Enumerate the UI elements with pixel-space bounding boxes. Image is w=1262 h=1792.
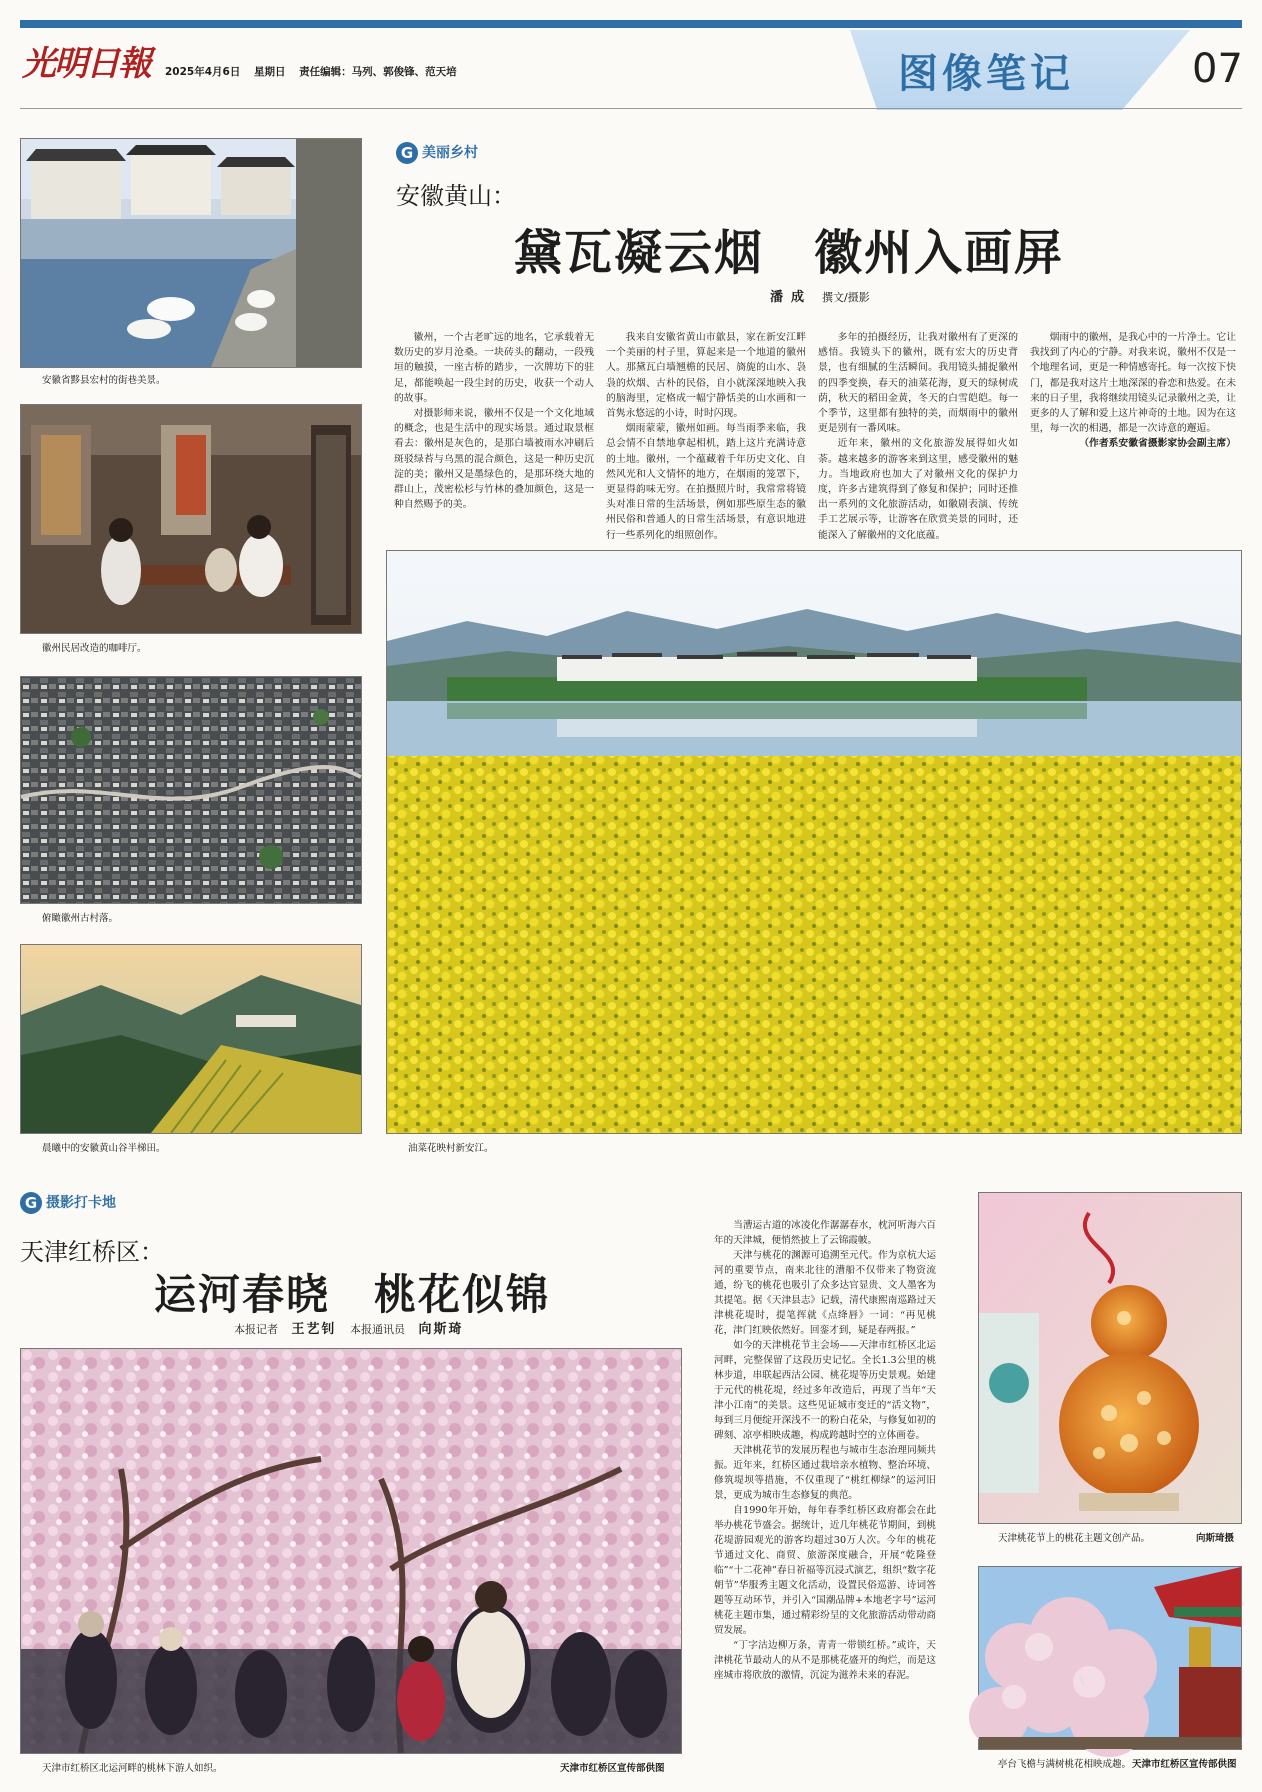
issue-meta <box>165 64 467 79</box>
photo-credit: 天津市红桥区宣传部供图 <box>1132 1759 1237 1770</box>
byline-label: 本报通讯员 <box>350 1323 406 1336</box>
top-rule <box>20 20 1242 28</box>
paragraph: 烟雨中的徽州，是我心中的一片净土。它让我找到了内心的宁静。对我来说，徽州不仅是一个地理名词，更是一种情感寄托。每一次按下快门，都是我对这片土地深深的眷恋和热爱。在未来的日子里，我将继续用镜头记录徽州之美，让更多的人了解和爱上这片神奇的土地。因为在这里，每一次的相遇，都是一次诗意的邂逅。 <box>1030 332 1236 435</box>
photo-caption: 晨曦中的安徽黄山谷半梯田。 <box>42 1143 166 1154</box>
peach-blossom-crowd-photo <box>20 1348 682 1754</box>
photo-caption: 俯瞰徽州古村落。 <box>42 913 119 924</box>
author-name: 潘成 <box>770 290 813 305</box>
photo-credit: 天津市红桥区宣传部供图 <box>560 1763 665 1774</box>
column-tag <box>20 1192 116 1214</box>
paragraph: 我来自安徽省黄山市歙县，家在新安江畔一个美丽的村子里，算起来是一个地道的徽州人。那黛瓦白墙翘檐的民居、旖旎的山水、袅袅的炊烟、古朴的民俗，自小就深深地映入我的脑海里，定格成一幅宁静恬美的山水画和一首隽永悠远的小诗，时时闪现。 <box>606 332 806 420</box>
village-pond-photo <box>20 138 362 368</box>
section-title: 图像笔记 <box>898 51 1074 97</box>
paragraph: 天津桃花节的发展历程也与城市生态治理同频共振。近年来，红桥区通过栽培亲水植物、整治环境、修筑堤坝等措施，不仅重现了“桃红柳绿”的运河旧景，更成为城市生态修复的典范。 <box>714 1445 936 1501</box>
pavilion-blossom-photo <box>978 1566 1242 1750</box>
masthead-divider <box>20 108 1242 109</box>
story1-col4 <box>1030 330 1236 528</box>
story1-col3 <box>818 330 1018 541</box>
paragraph: 天津与桃花的渊源可追溯至元代。作为京杭大运河的重要节点，南来北往的漕船不仅带来了物资流通，纷飞的桃花也吸引了众多达官显贵、文人墨客为其提笔。据《天津县志》记载，清代康熙南巡路过天津桃花堤时，提笔挥就《点绛唇》一词：“再见桃花，津门红映依然好。回銮才到，疑是春两报。” <box>714 1250 936 1336</box>
page-number: 07 <box>1192 46 1243 92</box>
author-note: （作者系安徽省摄影家协会副主席） <box>1079 438 1236 450</box>
newspaper-logo: 光明日報 <box>22 44 150 84</box>
column-tag-label: 美丽乡村 <box>422 145 478 161</box>
reporter-name: 王艺钊 <box>291 1322 337 1337</box>
author-role: 撰文/摄影 <box>822 291 870 304</box>
story1-col2 <box>606 330 806 541</box>
column-tag-label: 摄影打卡地 <box>46 1195 116 1211</box>
paragraph: 近年来，徽州的文化旅游发展得如火如荼。越来越多的游客来到这里，感受徽州的魅力。当地政府也加大了对徽州文化的保护力度，许多古建筑得到了修复和保护；同时还推出一系列的文化旅游活动，如徽剧表演、传统手工艺展示等，让游客在欣赏美景的同时，还能深入了解徽州的文化底蕴。 <box>818 438 1018 541</box>
paragraph: 徽州，一个古老旷远的地名，它承载着无数历史的岁月沧桑。一块砖头的翻动，一段残垣的触摸，一座古桥的踏步，一次牌坊下的驻足，都能唤起一段尘封的历史，收获一个动人的故事。 <box>394 332 594 404</box>
photo-caption: 天津市红桥区北运河畔的桃林下游人如织。 <box>42 1763 223 1774</box>
story1-col1 <box>394 330 594 528</box>
rapeseed-field-photo <box>386 550 1242 1134</box>
column-tag <box>396 142 478 164</box>
byline-label: 本报记者 <box>234 1323 278 1336</box>
story-kicker: 安徽黄山： <box>396 182 516 210</box>
paragraph: 当漕运古道的冰凌化作潺潺春水，枕河听海六百年的天津城，便悄然披上了云锦霞帔。 <box>714 1220 936 1246</box>
photo-caption: 安徽省黟县宏村的街巷美景。 <box>42 375 166 386</box>
g-logo-icon: G <box>20 1192 42 1214</box>
story-byline <box>234 1318 474 1337</box>
paragraph: “丁字沽边柳万条，青青一带锁红桥。”或许，天津桃花节最动人的从不是那桃花盛开的绚烂，而是这座城市将欣放的激情，沉淀为滋养未来的春泥。 <box>714 1640 936 1681</box>
paragraph: 自1990年开始，每年春季红桥区政府都会在此举办桃花节盛会。据统计，近几年桃花节期间，到桃花堤游园观光的游客均超过30万人次。今年的桃花节通过文化、商贸、旅游深度融合，开展“乾隆登临”“十二花神”春日祈福等沉浸式演艺，组织“数字花朝节”华服秀主题文化活动，设置民俗巡游、诗词答题等互动环节，并引入“国潮品牌+本地老字号”运河桃花主题市集，通过精彩纷呈的文化旅游活动带动商贸发展。 <box>714 1505 936 1636</box>
photo-caption: 天津桃花节上的桃花主题文创产品。 <box>998 1533 1151 1544</box>
paragraph: 烟雨蒙蒙，徽州如画。每当雨季来临，我总会情不自禁地拿起相机，踏上这片充满诗意的土地。徽州，一个蕴藏着千年历史文化、自然风光和人文情怀的地方，在烟雨的笼罩下，更显得韵味无穷。在拍摄照片时，我常常将镜头对准日常的生活场景，例如那些原生态的徽州民俗和普通人的日常生活场景，有意识地进行一些系列化的组照创作。 <box>606 423 806 541</box>
paragraph: 如今的天津桃花节主会场——天津市红桥区北运河畔，完整保留了这段历史记忆。全长1.3公里的桃林步道，串联起西沽公园、桃花堤等历史景观。始建于元代的桃花堤，经过多年改造后，再现了当年“天津小江南”的美景。这些见证城市变迁的“活文物”，每到三月便绽开深浅不一的粉白花朵，与修复如初的碑刻、凉亭相映成趣，构成跨越时空的立体画卷。 <box>714 1340 936 1441</box>
issue-date: 2025年4月6日 <box>165 66 241 78</box>
gourd-lantern-photo <box>978 1192 1242 1524</box>
photo-credit: 向斯琦摄 <box>1196 1533 1235 1544</box>
editors-line: 责任编辑：马列、郭俊锋、范天培 <box>299 66 457 78</box>
story-headline: 黛瓦凝云烟 徽州入画屏 <box>514 225 1065 281</box>
paragraph: 多年的拍摄经历，让我对徽州有了更深的感悟。我镜头下的徽州，既有宏大的历史背景，也有细腻的生活瞬间。我用镜头捕捉徽州的四季变换，春天的油菜花海，夏天的绿树成荫，秋天的稻田金黄，冬天的白雪皑皑。每一个季节，这里都有独特的美，而烟雨中的徽州更是别有一番风味。 <box>818 332 1018 435</box>
paragraph: 对摄影师来说，徽州不仅是一个文化地域的概念，也是生活中的现实场景。通过取景框看去：徽州是灰色的，是那白墙被雨水冲刷后斑驳绿苔与乌黑的混合颜色，这是一种历史沉淀的美；徽州又是墨绿色的，是那环绕大地的群山上，茂密松杉与竹林的叠加颜色，这是一种自然赐予的美。 <box>394 408 594 511</box>
correspondent-name: 向斯琦 <box>418 1322 464 1337</box>
story-headline: 运河春晓 桃花似锦 <box>154 1270 551 1319</box>
cafe-interior-photo <box>20 404 362 634</box>
photo-caption: 徽州民居改造的咖啡厅。 <box>42 643 147 654</box>
story2-col <box>714 1218 936 1780</box>
photo-caption: 亭台飞檐与满树桃花相映成趣。 <box>998 1759 1132 1770</box>
photo-caption: 油菜花映村新安江。 <box>408 1143 494 1154</box>
terraced-fields-photo <box>20 944 362 1134</box>
g-logo-icon: G <box>396 142 418 164</box>
story-byline <box>760 286 870 305</box>
story-kicker: 天津红桥区： <box>20 1238 164 1266</box>
issue-weekday: 星期日 <box>254 66 286 78</box>
aerial-rooftops-photo <box>20 676 362 904</box>
